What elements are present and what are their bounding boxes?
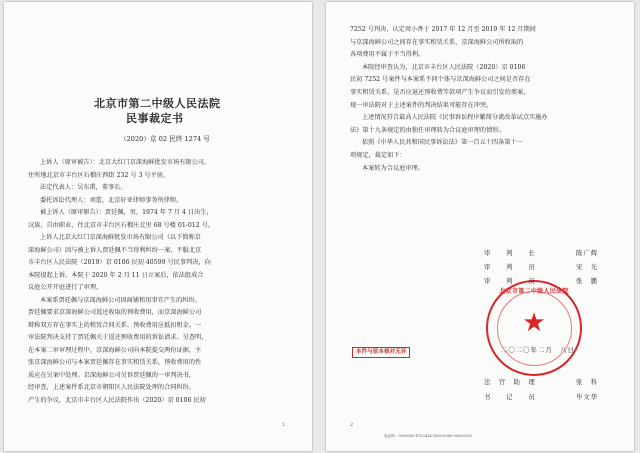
page-number: 1 (282, 422, 286, 428)
verification-code: 验证码：0000000-4702424-1000-0000-00000120 (384, 434, 472, 438)
page-2 (326, 2, 634, 451)
text-line: 本院经审查认为，北京市丰台区人民法院（2020）京 0106 (362, 63, 526, 71)
seal-text: 北京市第二中级人民法院 (499, 288, 569, 295)
verification-stamp: 本件与原本核对无异 (352, 347, 410, 358)
text-line: 贾廷佩要求京深海鲜公司返还收取的预收费用，而京深海鲜公司 (28, 309, 202, 316)
text-line: 市丰台区人民法院（2019）京 0106 民初 40599 号民事判决，向 (28, 259, 211, 266)
text-line: 质应在另案中处理。京深海鲜公司另诉贾廷佩的一审判决书， (28, 371, 196, 379)
decision-date: 二〇二〇年二月 八日 (501, 346, 575, 354)
text-line: 本院提起上诉。本院于 2020 年 2 月 11 日立案后，依法组成合 (28, 271, 204, 279)
text-line: 委托诉讼代理人：刘蕾，北京轩亚律师事务所律师。 (40, 196, 183, 204)
signature-role: 审 判 员 (484, 277, 536, 285)
text-line: 上述情况符合最高人民法院《民事诉讼程序繁简分流改革试点实施办 (362, 114, 548, 122)
text-line: 上诉人北京大红门京深海鲜批发市场有限公司（以下简称京 (40, 234, 201, 241)
text-line: 经审查，上述案件系北京市朝阳区人民法院处理的合同纠纷。 (28, 384, 196, 391)
text-line: 与京深海鲜公司之间存在事实租赁关系，京深海鲜公司所收取的 (350, 38, 524, 46)
text-line: 上诉人（原审被告）：北京大红门京深海鲜批发市场有限公司， (40, 159, 211, 166)
text-line: 议庭公开开庭进行了审理。 (28, 284, 103, 291)
signature-name: 张 鹏 (576, 277, 599, 285)
document-type-title: 民事裁定书 (126, 112, 184, 125)
signature-name: 陈广辉 (576, 249, 599, 257)
signature-role: 书 记 员 (484, 393, 536, 401)
text-line: 现一审法院对于上述案件的判决结果可能存在冲突。 (350, 101, 493, 109)
text-line: 项规定，裁定如下： (350, 152, 406, 159)
text-line: 法》第十九条规定的由独任审理转为合议庭审理的情形。 (350, 126, 505, 134)
text-line: 产生的争议，北京市丰台区人民法院作出（2020）京 0106 民初 (28, 396, 206, 404)
court-seal (486, 280, 582, 376)
text-line: 辩称双方存在事实上的租赁合同关系，预收费用应抵扣租金。一 (28, 321, 202, 329)
page-number: 2 (350, 422, 354, 428)
text-line: 事实租赁关系，是否应退还预收费等款项产生争议而引发的类案， (350, 89, 530, 96)
page-1 (4, 2, 312, 451)
text-line: 各项费用不属于不当得利。 (350, 51, 425, 59)
text-line: 汉族，自由职业，住北京市丰台区石榴庄北里 68 号楼 01-012 号。 (28, 221, 215, 229)
signature-role: 法 官 助 理 (484, 378, 536, 386)
text-line: 本案系贾廷佩与京深海鲜公司因商铺租用事宜产生的纠纷。 (40, 296, 201, 304)
text-line: 张京深海鲜公司与本案贾廷佩存在事实租赁关系，预收费用的性 (28, 359, 202, 366)
text-line: 法定代表人：吴东甫，董事长。 (40, 184, 127, 191)
text-line: 被上诉人（原审原告）：贾廷佩，男，1974 年 7 月 4 日出生， (40, 209, 213, 216)
text-line: 深海鲜公司）因与被上诉人贾廷佩不当得利纠纷一案，不服北京 (28, 246, 202, 254)
signature-name: 张 科 (576, 378, 599, 386)
text-line: 依照《中华人民共和国民事诉讼法》第一百五十四条第十一 (362, 139, 523, 147)
signature-role: 审 判 长 (484, 249, 536, 257)
star-icon: ★ (522, 308, 546, 338)
court-title: 北京市第二中级人民法院 (94, 97, 221, 110)
text-line: 审法院判决支持了贾廷佩关于返还预收费用的诉讼请求。另查明， (28, 334, 208, 341)
text-line: 本案转为合议庭审理。 (362, 164, 424, 172)
signature-name: 宋 光 (576, 263, 599, 271)
text-line: 在本案二审审理过程中，京深海鲜公司向本院提交两份证据，主 (28, 346, 202, 354)
case-number: （2020）京 02 民终 1274 号 (120, 135, 210, 143)
text-line: 7252 号判决，认定周小香于 2017 年 12 月至 2019 年 12 月期间 (350, 26, 536, 33)
text-line: 住所地北京市丰台区石榴庄西街 232 号 3 号平房。 (28, 171, 170, 179)
text-line: 民初 7252 号案件与本案系不同个体与京深海鲜公司之间是否存在 (350, 76, 531, 84)
signature-role: 审 判 员 (484, 263, 536, 271)
signature-name: 毕文华 (576, 393, 599, 401)
